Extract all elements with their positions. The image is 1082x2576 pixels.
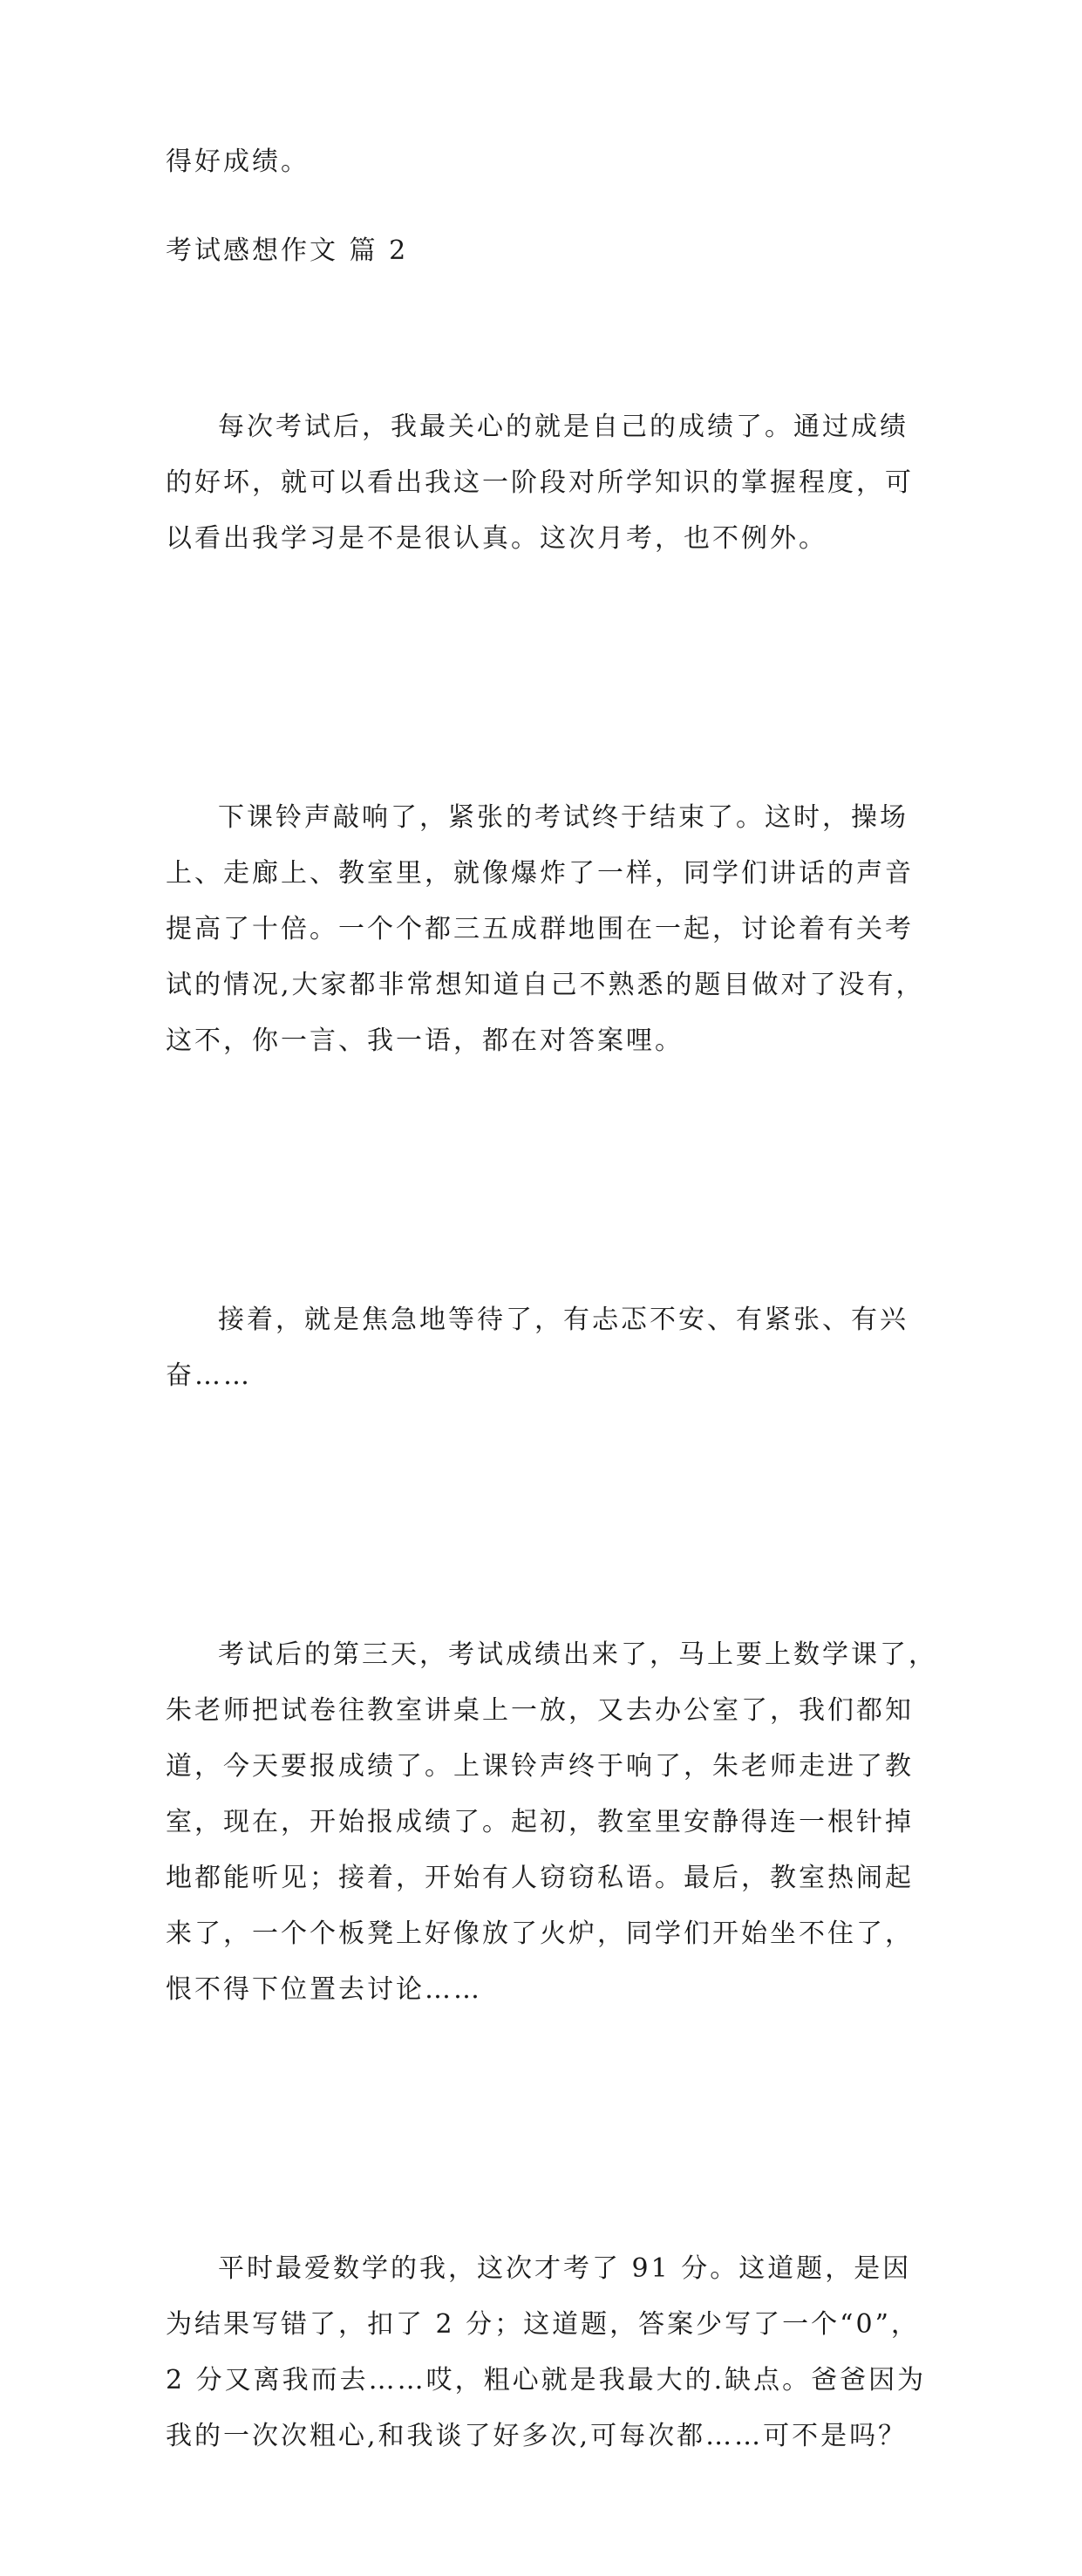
section-title xyxy=(166,223,915,279)
paragraph-line: 考试后的第三天，考试成绩出来了，马上要上数学课了， xyxy=(218,1639,937,1670)
paragraph-4 xyxy=(166,1516,937,2130)
lead-line-text: 得好成绩。 xyxy=(166,147,310,177)
paragraph-line: 提高了十倍。一个个都三五成群地围在一起，讨论着有关考 xyxy=(166,914,914,944)
paragraph-line: 这不，你一言、我一语，都在对答案哩。 xyxy=(166,1026,684,1056)
paragraph-line: 室，现在，开始报成绩了。起初，教室里安静得连一根针掉 xyxy=(166,1807,914,1837)
paragraph-line: 道，今天要报成绩了。上课铃声终于响了，朱老师走进了教 xyxy=(166,1751,914,1782)
article-body xyxy=(166,288,937,2576)
paragraph-5 xyxy=(166,2130,927,2576)
section-title-text: 考试感想作文 篇 2 xyxy=(166,235,409,266)
paragraph-line: 朱老师把试卷往教室讲桌上一放，又去办公室了，我们都知 xyxy=(166,1695,914,1726)
paragraph-line: 我的一次次粗心,和我谈了好多次,可每次都……可不是吗？ xyxy=(166,2421,908,2451)
paragraph-line: 上、走廊上、教室里，就像爆炸了一样，同学们讲话的声音 xyxy=(166,858,914,889)
paragraph-2 xyxy=(166,678,925,1181)
paragraph-3 xyxy=(166,1181,915,1516)
paragraph-line: 地都能听见；接着，开始有人窃窃私语。最后，教室热闹起 xyxy=(166,1863,914,1893)
paragraph-line: 为结果写错了，扣了 2 分；这道题，答案少写了一个“0”， xyxy=(166,2309,920,2340)
paragraph-line: 恨不得下位置去讨论…… xyxy=(166,1974,482,2005)
paragraph-line: 以看出我学习是不是很认真。这次月考，也不例外。 xyxy=(166,523,827,554)
paragraph-line: 的好坏，就可以看出我这一阶段对所学知识的掌握程度，可 xyxy=(166,467,914,498)
paragraph-line: 接着，就是焦急地等待了，有忐忑不安、有紧张、有兴 xyxy=(218,1305,908,1335)
paragraph-line: 试的情况,大家都非常想知道自己不熟悉的题目做对了没有， xyxy=(166,970,925,1000)
paragraph-line: 2 分又离我而去……哎，粗心就是我最大的.缺点。爸爸因为 xyxy=(166,2365,927,2395)
paragraph-1 xyxy=(166,288,915,678)
paragraph-line: 来了，一个个板凳上好像放了火炉，同学们开始坐不住了， xyxy=(166,1918,914,1949)
paragraph-line: 平时最爱数学的我，这次才考了 91 分。这道题，是因 xyxy=(218,2253,912,2284)
paragraph-line: 每次考试后，我最关心的就是自己的成绩了。通过成绩 xyxy=(218,412,908,442)
paragraph-line: 奋…… xyxy=(166,1360,252,1391)
lead-line xyxy=(166,134,915,190)
paragraph-line: 下课铃声敲响了，紧张的考试终于结束了。这时，操场 xyxy=(218,802,908,833)
